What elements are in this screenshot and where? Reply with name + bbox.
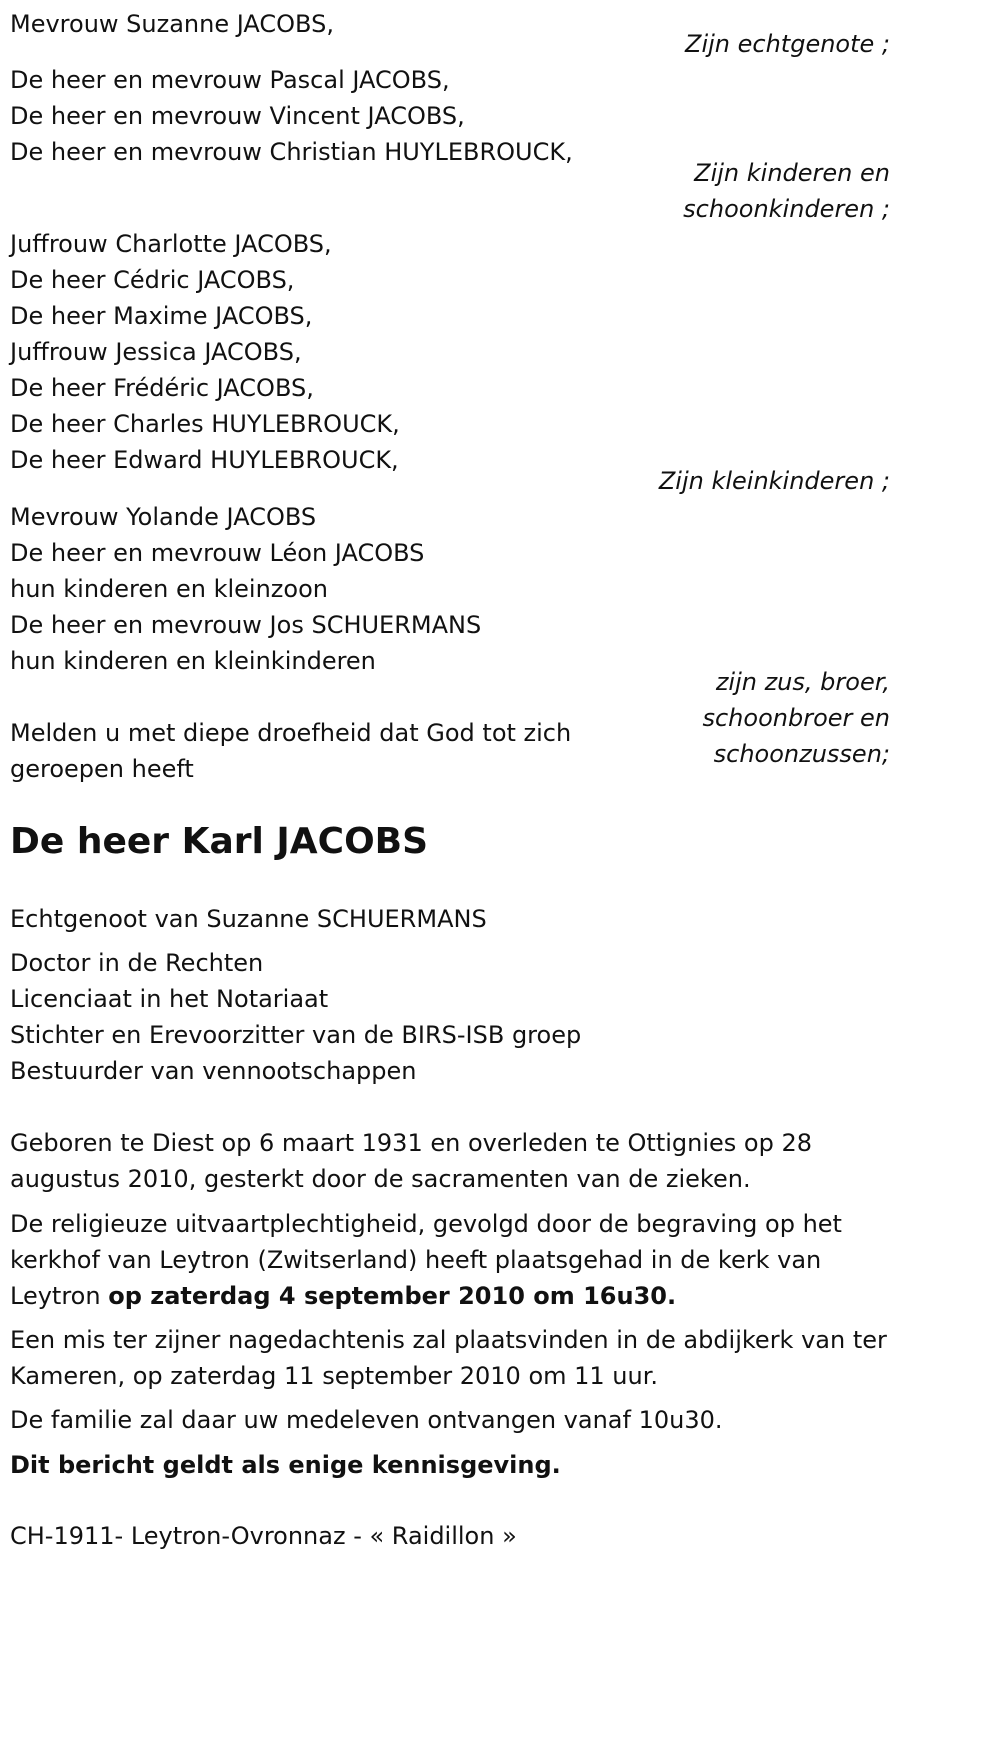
memorial-mass-paragraph: Een mis ter zijner nagedachtenis zal plaatsvinden in de abdijkerk van ter Kameren, op zaterdag 11 september 2010 om 11 uur. [10,1326,887,1390]
grandchild-line: De heer Frédéric JACOBS, [10,374,314,402]
siblings-role: schoonbroer en [702,704,890,732]
announcement-line: Melden u met diepe droefheid dat God tot zich [10,719,572,747]
announcement-line: geroepen heeft [10,755,194,783]
grandchild-line: De heer Cédric JACOBS, [10,266,295,294]
grandchild-line: Juffrouw Charlotte JACOBS, [10,230,332,258]
title-line: Bestuurder van vennootschappen [10,1057,417,1085]
grandchild-line: Juffrouw Jessica JACOBS, [10,338,302,366]
children-role: schoonkinderen ; [683,195,890,223]
title-line: Doctor in de Rechten [10,949,264,977]
grandchildren-role: Zijn kleinkinderen ; [658,467,890,495]
sibling-line: De heer en mevrouw Léon JACOBS [10,539,425,567]
spouse-name: Mevrouw Suzanne JACOBS, [10,10,334,38]
funeral-date: op zaterdag 4 september 2010 om 16u30. [108,1282,677,1310]
deceased-name: De heer Karl JACOBS [10,821,429,862]
condolences-paragraph: De familie zal daar uw medeleven ontvangen vanaf 10u30. [10,1406,723,1434]
grandchild-line: De heer Edward HUYLEBROUCK, [10,446,399,474]
title-line: Stichter en Erevoorzitter van de BIRS-ISB groep [10,1021,582,1049]
spouse-of-line: Echtgenoot van Suzanne SCHUERMANS [10,905,487,933]
child-line: De heer en mevrouw Pascal JACOBS, [10,66,450,94]
grandchild-line: De heer Maxime JACOBS, [10,302,313,330]
title-line: Licenciaat in het Notariaat [10,985,329,1013]
sibling-line: De heer en mevrouw Jos SCHUERMANS [10,611,482,639]
sibling-line: hun kinderen en kleinkinderen [10,647,376,675]
address-line: CH-1911- Leytron-Ovronnaz - « Raidillon » [10,1522,517,1550]
sibling-line: Mevrouw Yolande JACOBS [10,503,317,531]
children-role: Zijn kinderen en [694,159,890,187]
funeral-paragraph [10,1206,890,1314]
siblings-role: schoonzussen; [713,740,890,768]
notice-paragraph: Dit bericht geldt als enige kennisgeving. [10,1451,561,1479]
child-line: De heer en mevrouw Vincent JACOBS, [10,102,465,130]
siblings-role: zijn zus, broer, [715,668,890,696]
sibling-line: hun kinderen en kleinzoon [10,575,328,603]
birth-death-paragraph: Geboren te Diest op 6 maart 1931 en overleden te Ottignies op 28 augustus 2010, gesterkt door de sacramenten van de zieken. [10,1129,813,1193]
grandchild-line: De heer Charles HUYLEBROUCK, [10,410,400,438]
child-line: De heer en mevrouw Christian HUYLEBROUCK, [10,138,573,166]
funeral-text: De religieuze uitvaartplechtigheid, gevolgd door de begraving op het kerkhof van Leytron (Zwitserland) heeft plaatsgehad in de kerk van Leytron [10,1210,842,1310]
spouse-role: Zijn echtgenote ; [685,30,890,58]
